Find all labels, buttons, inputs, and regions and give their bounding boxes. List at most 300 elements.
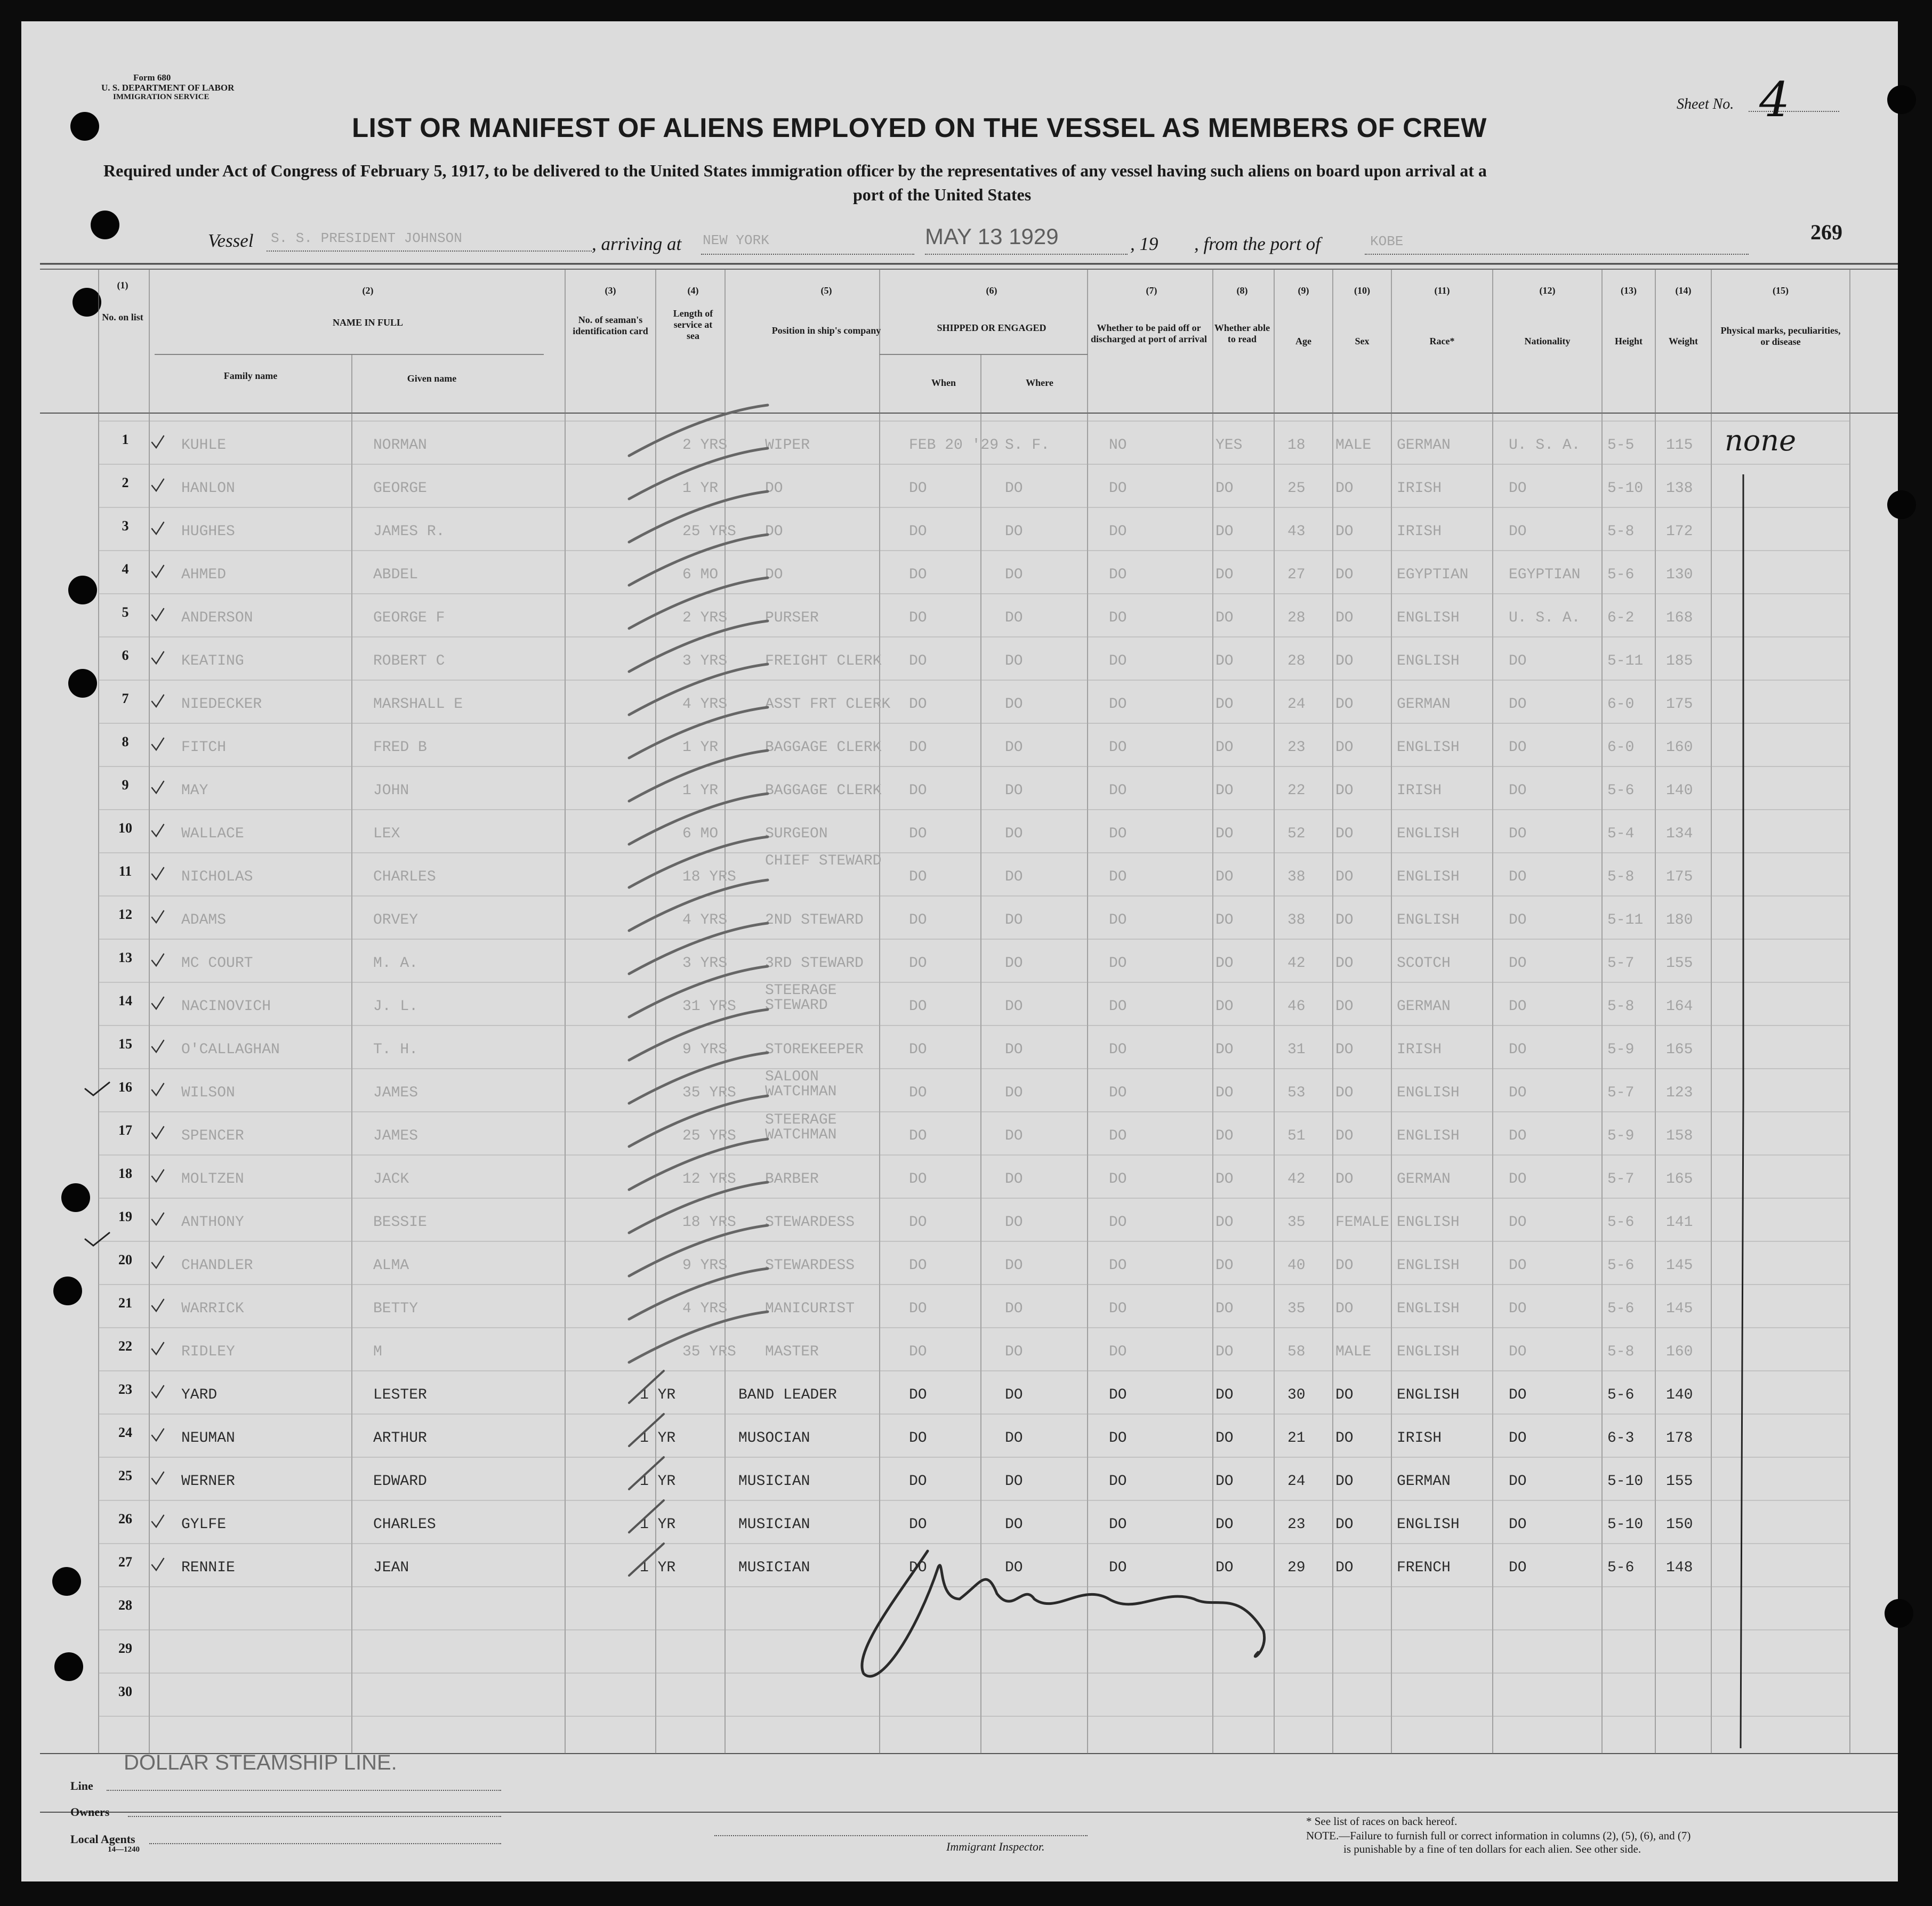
row-number: 25 — [118, 1468, 132, 1483]
cell-when: DO — [909, 1430, 927, 1447]
cell-race: GERMAN — [1397, 1171, 1451, 1188]
cell-sex: DO — [1335, 1387, 1354, 1403]
cell-paid: DO — [1109, 1344, 1127, 1360]
cell-family: WILSON — [181, 1085, 235, 1101]
cell-paid: DO — [1109, 869, 1127, 885]
cell-age: 35 — [1287, 1214, 1306, 1231]
cell-age: 46 — [1287, 998, 1306, 1015]
cell-when: DO — [909, 912, 927, 928]
cell-when: DO — [909, 739, 927, 756]
col-5-number: (5) — [820, 285, 832, 296]
cell-position: 2ND STEWARD — [765, 912, 864, 928]
cell-service: 1 YR — [640, 1560, 676, 1576]
row-number: 29 — [118, 1641, 132, 1656]
cell-given: MARSHALL E — [373, 696, 463, 713]
cell-height: 5-8 — [1607, 1344, 1635, 1360]
row-number: 18 — [118, 1166, 132, 1181]
cell-where: DO — [1005, 1301, 1023, 1317]
col-10-header: Sex — [1355, 336, 1370, 346]
cell-age: 31 — [1287, 1041, 1306, 1058]
row-number: 19 — [118, 1209, 132, 1224]
cell-family: WERNER — [181, 1473, 235, 1490]
cell-paid: DO — [1109, 1430, 1127, 1447]
cell-read: DO — [1215, 1085, 1234, 1101]
col-12-number: (12) — [1539, 285, 1556, 296]
cell-given: LESTER — [373, 1387, 427, 1403]
cell-race: ENGLISH — [1397, 653, 1460, 669]
cell-nationality: DO — [1509, 782, 1527, 799]
cell-sex: DO — [1335, 610, 1354, 626]
cell-race: ENGLISH — [1397, 826, 1460, 842]
cell-paid: DO — [1109, 1128, 1127, 1144]
cell-nationality: DO — [1509, 696, 1527, 713]
cell-when: DO — [909, 869, 927, 885]
cell-given: JAMES — [373, 1085, 418, 1101]
col-9-number: (9) — [1298, 285, 1309, 296]
cell-read: DO — [1215, 998, 1234, 1015]
cell-sex: DO — [1335, 567, 1354, 583]
cell-nationality: U. S. A. — [1509, 610, 1581, 626]
cell-given: FRED B — [373, 739, 427, 756]
cell-read: DO — [1215, 826, 1234, 842]
cell-age: 40 — [1287, 1257, 1306, 1274]
row-number: 9 — [122, 777, 129, 793]
cell-nationality: DO — [1509, 826, 1527, 842]
cell-paid: NO — [1109, 437, 1127, 454]
cell-where: S. F. — [1005, 437, 1050, 454]
cell-read: DO — [1215, 696, 1234, 713]
cell-paid: DO — [1109, 1516, 1127, 1533]
cell-weight: 165 — [1666, 1171, 1693, 1188]
cell-position: SURGEON — [765, 826, 828, 842]
row-number: 13 — [118, 950, 132, 965]
from-port: KOBE — [1370, 233, 1404, 249]
cell-race: ENGLISH — [1397, 1128, 1460, 1144]
cell-height: 6-0 — [1607, 739, 1635, 756]
cell-read: DO — [1215, 1560, 1234, 1576]
cell-height: 5-10 — [1607, 480, 1644, 497]
cell-family: ADAMS — [181, 912, 227, 928]
cell-paid: DO — [1109, 782, 1127, 799]
col-5-header: Position in ship's company — [771, 325, 881, 336]
cell-race: FRENCH — [1397, 1560, 1451, 1576]
cell-sex: DO — [1335, 869, 1354, 885]
cell-sex: DO — [1335, 653, 1354, 669]
cell-given: NORMAN — [373, 437, 427, 454]
cell-nationality: DO — [1509, 1214, 1527, 1231]
cell-when: DO — [909, 782, 927, 799]
cell-position: MUSICIAN — [738, 1473, 810, 1490]
cell-family: SPENCER — [181, 1128, 244, 1144]
cell-height: 5-6 — [1607, 1214, 1635, 1231]
cell-height: 5-7 — [1607, 1171, 1635, 1188]
cell-given: LEX — [373, 826, 400, 842]
cell-when: DO — [909, 1387, 927, 1403]
cell-read: DO — [1215, 1430, 1234, 1447]
cell-nationality: DO — [1509, 653, 1527, 669]
local-agents-label: Local Agents — [70, 1832, 135, 1846]
cell-position: 3RD STEWARD — [765, 955, 864, 972]
cell-position: FREIGHT CLERK — [765, 653, 882, 669]
cell-sex: DO — [1335, 782, 1354, 799]
cell-height: 5-8 — [1607, 869, 1635, 885]
cell-given: JAMES — [373, 1128, 418, 1144]
cell-weight: 160 — [1666, 1344, 1693, 1360]
row-number: 27 — [118, 1554, 132, 1570]
cell-height: 5-6 — [1607, 567, 1635, 583]
cell-sex: DO — [1335, 998, 1354, 1015]
cell-family: NICHOLAS — [181, 869, 253, 885]
cell-nationality: DO — [1509, 480, 1527, 497]
cell-sex: DO — [1335, 1516, 1354, 1533]
cell-weight: 155 — [1666, 955, 1693, 972]
pencil-marks — [21, 21, 1898, 1881]
row-number: 12 — [118, 907, 132, 922]
cell-height: 6-3 — [1607, 1430, 1635, 1447]
cell-sex: DO — [1335, 1085, 1354, 1101]
cell-family: RENNIE — [181, 1560, 235, 1576]
inspector-label: Immigrant Inspector. — [946, 1840, 1045, 1853]
cell-where: DO — [1005, 1387, 1023, 1403]
cell-weight: 145 — [1666, 1301, 1693, 1317]
cell-sex: DO — [1335, 1560, 1354, 1576]
cell-sex: DO — [1335, 1257, 1354, 1274]
cell-position: BARBER — [765, 1171, 819, 1188]
row-number: 21 — [118, 1295, 132, 1311]
cell-given: BESSIE — [373, 1214, 427, 1231]
cell-where: DO — [1005, 1171, 1023, 1188]
cell-nationality: DO — [1509, 955, 1527, 972]
col-2-number: (2) — [362, 285, 374, 296]
cell-when: DO — [909, 1085, 927, 1101]
cell-family: FITCH — [181, 739, 227, 756]
col-7-number: (7) — [1146, 285, 1157, 296]
col-11-header: Race* — [1429, 336, 1455, 346]
cell-sex: DO — [1335, 1430, 1354, 1447]
cell-sex: DO — [1335, 696, 1354, 713]
cell-family: WARRICK — [181, 1301, 244, 1317]
cell-weight: 175 — [1666, 869, 1693, 885]
cell-service: 31 YRS — [682, 998, 736, 1015]
col-15-header: Physical marks, peculiarities, or disease — [1720, 325, 1841, 347]
cell-where: DO — [1005, 739, 1023, 756]
cell-given: ROBERT C — [373, 653, 445, 669]
line-label: Line — [70, 1779, 93, 1792]
sheet-number-label: Sheet No. — [1677, 96, 1734, 112]
cell-when: DO — [909, 1473, 927, 1490]
cell-given: GEORGE F — [373, 610, 445, 626]
cell-when: DO — [909, 1171, 927, 1188]
cell-where: DO — [1005, 1560, 1023, 1576]
cell-service: 4 YRS — [682, 696, 728, 713]
cell-service: 18 YRS — [682, 869, 736, 885]
cell-nationality: DO — [1509, 739, 1527, 756]
cell-given: CHARLES — [373, 869, 436, 885]
cell-height: 5-6 — [1607, 1257, 1635, 1274]
cell-where: DO — [1005, 826, 1023, 842]
cell-read: DO — [1215, 567, 1234, 583]
cell-read: DO — [1215, 869, 1234, 885]
cell-read: DO — [1215, 1516, 1234, 1533]
cell-sex: DO — [1335, 480, 1354, 497]
inspector-line — [714, 1835, 1088, 1836]
cell-where: DO — [1005, 653, 1023, 669]
cell-service: 1 YR — [640, 1387, 676, 1403]
cell-family: MC COURT — [181, 955, 253, 972]
row-number: 14 — [118, 993, 132, 1008]
cell-service: 1 YR — [640, 1430, 676, 1447]
cell-family: MOLTZEN — [181, 1171, 244, 1188]
cell-height: 5-10 — [1607, 1516, 1644, 1533]
col-13-number: (13) — [1621, 285, 1637, 296]
cell-nationality: DO — [1509, 1387, 1527, 1403]
cell-race: ENGLISH — [1397, 1301, 1460, 1317]
cell-position: MUSICIAN — [738, 1560, 810, 1576]
cell-position: ASST FRT CLERK — [765, 696, 891, 713]
cell-where: DO — [1005, 998, 1023, 1015]
cell-age: 23 — [1287, 739, 1306, 756]
col-2-given-header: Given name — [407, 373, 457, 384]
cell-read: DO — [1215, 480, 1234, 497]
cell-read: DO — [1215, 1041, 1234, 1058]
cell-paid: DO — [1109, 696, 1127, 713]
cell-paid: DO — [1109, 480, 1127, 497]
cell-when: DO — [909, 610, 927, 626]
cell-age: 28 — [1287, 610, 1306, 626]
cell-age: 42 — [1287, 955, 1306, 972]
cell-read: DO — [1215, 653, 1234, 669]
cell-service: 4 YRS — [682, 912, 728, 928]
cell-height: 5-7 — [1607, 955, 1635, 972]
cell-service: 1 YR — [640, 1473, 676, 1490]
cell-position: MANICURIST — [765, 1301, 855, 1317]
cell-where: DO — [1005, 1041, 1023, 1058]
col-6-where-header: Where — [1026, 377, 1053, 388]
cell-height: 5-8 — [1607, 998, 1635, 1015]
cell-when: DO — [909, 1041, 927, 1058]
cell-nationality: DO — [1509, 1085, 1527, 1101]
cell-when: FEB 20 '29 — [909, 437, 999, 454]
cell-sex: DO — [1335, 1473, 1354, 1490]
cell-service: 1 YR — [640, 1516, 676, 1533]
line-stamp: DOLLAR STEAMSHIP LINE. — [124, 1751, 397, 1774]
cell-paid: DO — [1109, 1214, 1127, 1231]
row-number: 30 — [118, 1684, 132, 1699]
cell-position: STEWARDESS — [765, 1257, 855, 1274]
penalty-note-2: is punishable by a fine of ten dollars for each alien. See other side. — [1343, 1843, 1641, 1855]
cell-service: 9 YRS — [682, 1041, 728, 1058]
cell-sex: DO — [1335, 826, 1354, 842]
cell-position: DO — [765, 523, 783, 540]
row-number: 2 — [122, 475, 129, 490]
cell-race: GERMAN — [1397, 1473, 1451, 1490]
cell-paid: DO — [1109, 653, 1127, 669]
cell-age: 42 — [1287, 1171, 1306, 1188]
col-15-number: (15) — [1773, 285, 1789, 296]
cell-given: ARTHUR — [373, 1430, 427, 1447]
row-number: 5 — [122, 604, 129, 620]
cell-height: 5-11 — [1607, 912, 1644, 928]
cell-where: DO — [1005, 1516, 1023, 1533]
cell-height: 5-4 — [1607, 826, 1635, 842]
cell-age: 51 — [1287, 1128, 1306, 1144]
cell-read: DO — [1215, 1473, 1234, 1490]
department-name: U. S. DEPARTMENT OF LABOR — [101, 83, 235, 93]
cell-family: MAY — [181, 782, 208, 799]
cell-given: M — [373, 1344, 382, 1360]
cell-given: CHARLES — [373, 1516, 436, 1533]
cell-age: 38 — [1287, 912, 1306, 928]
cell-age: 24 — [1287, 1473, 1306, 1490]
cell-service: 6 MO — [682, 567, 719, 583]
col-14-header: Weight — [1668, 336, 1698, 346]
cell-weight: 134 — [1666, 826, 1693, 842]
cell-weight: 180 — [1666, 912, 1693, 928]
cell-sex: MALE — [1335, 1344, 1372, 1360]
cell-race: ENGLISH — [1397, 912, 1460, 928]
cell-weight: 123 — [1666, 1085, 1693, 1101]
cell-when: DO — [909, 1301, 927, 1317]
cell-race: ENGLISH — [1397, 869, 1460, 885]
row-number: 15 — [118, 1036, 132, 1052]
cell-age: 52 — [1287, 826, 1306, 842]
local-agents-field — [149, 1843, 501, 1844]
cell-position: PURSER — [765, 610, 819, 626]
col-2-header: NAME IN FULL — [332, 317, 403, 328]
cell-nationality: DO — [1509, 1473, 1527, 1490]
cell-nationality: U. S. A. — [1509, 437, 1581, 454]
cell-nationality: DO — [1509, 523, 1527, 540]
cell-service: 3 YRS — [682, 955, 728, 972]
cell-position: STEWARDESS — [765, 1214, 855, 1231]
cell-position: WIPER — [765, 437, 810, 454]
cell-service: 2 YRS — [682, 437, 728, 454]
cell-race: ENGLISH — [1397, 1214, 1460, 1231]
cell-family: HUGHES — [181, 523, 235, 540]
physical-marks-handwriting: none — [1725, 424, 1797, 457]
cell-paid: DO — [1109, 1257, 1127, 1274]
cell-weight: 150 — [1666, 1516, 1693, 1533]
cell-position: BAND LEADER — [738, 1387, 837, 1403]
sheet-number-value: 4 — [1759, 72, 1790, 128]
cell-sex: DO — [1335, 912, 1354, 928]
cell-family: KEATING — [181, 653, 244, 669]
cell-family: ANDERSON — [181, 610, 253, 626]
cell-family: AHMED — [181, 567, 227, 583]
col-6-when-header: When — [931, 377, 956, 388]
cell-nationality: DO — [1509, 1301, 1527, 1317]
cell-where: DO — [1005, 869, 1023, 885]
cell-given: JOHN — [373, 782, 409, 799]
col-6-header: SHIPPED OR ENGAGED — [937, 322, 1046, 333]
cell-race: ENGLISH — [1397, 1257, 1460, 1274]
cell-position: STEERAGE STEWARD — [765, 982, 837, 1014]
cell-sex: DO — [1335, 1171, 1354, 1188]
cell-read: DO — [1215, 739, 1234, 756]
cell-weight: 165 — [1666, 1041, 1693, 1058]
cell-family: YARD — [181, 1387, 218, 1403]
page-subtitle-2: port of the United States — [853, 185, 1032, 204]
cell-paid: DO — [1109, 1301, 1127, 1317]
cell-position: SALOON WATCHMAN — [765, 1069, 837, 1100]
cell-weight: 138 — [1666, 480, 1693, 497]
cell-service: 35 YRS — [682, 1344, 736, 1360]
cell-when: DO — [909, 1344, 927, 1360]
cell-given: JEAN — [373, 1560, 409, 1576]
cell-where: DO — [1005, 1214, 1023, 1231]
stamp-number: 269 — [1810, 220, 1842, 244]
row-number: 7 — [122, 691, 129, 706]
cell-race: ENGLISH — [1397, 739, 1460, 756]
row-number: 4 — [122, 561, 129, 577]
cell-family: WALLACE — [181, 826, 244, 842]
cell-paid: DO — [1109, 739, 1127, 756]
cell-race: ENGLISH — [1397, 610, 1460, 626]
cell-when: DO — [909, 696, 927, 713]
cell-weight: 158 — [1666, 1128, 1693, 1144]
cell-race: IRISH — [1397, 1430, 1442, 1447]
vessel-label: Vessel — [208, 230, 254, 251]
cell-race: IRISH — [1397, 1041, 1442, 1058]
row-number: 24 — [118, 1425, 132, 1440]
cell-family: ANTHONY — [181, 1214, 244, 1231]
cell-service: 1 YR — [682, 739, 719, 756]
cell-service: 25 YRS — [682, 1128, 736, 1144]
cell-nationality: DO — [1509, 912, 1527, 928]
col-1-header: No. on list — [102, 312, 143, 322]
cell-where: DO — [1005, 523, 1023, 540]
cell-age: 35 — [1287, 1301, 1306, 1317]
cell-nationality: DO — [1509, 1041, 1527, 1058]
cell-height: 6-2 — [1607, 610, 1635, 626]
cell-service: 4 YRS — [682, 1301, 728, 1317]
cell-race: GERMAN — [1397, 696, 1451, 713]
cell-race: ENGLISH — [1397, 1085, 1460, 1101]
cell-where: DO — [1005, 1085, 1023, 1101]
cell-race: IRISH — [1397, 782, 1442, 799]
cell-weight: 185 — [1666, 653, 1693, 669]
cell-position: DO — [765, 480, 783, 497]
cell-paid: DO — [1109, 998, 1127, 1015]
cell-weight: 141 — [1666, 1214, 1693, 1231]
cell-age: 22 — [1287, 782, 1306, 799]
col-14-number: (14) — [1675, 285, 1692, 296]
cell-given: ALMA — [373, 1257, 409, 1274]
cell-age: 24 — [1287, 696, 1306, 713]
cell-weight: 140 — [1666, 1387, 1693, 1403]
cell-weight: 168 — [1666, 610, 1693, 626]
cell-read: DO — [1215, 1128, 1234, 1144]
cell-service: 3 YRS — [682, 653, 728, 669]
cell-service: 25 YRS — [682, 523, 736, 540]
row-number: 16 — [118, 1079, 132, 1095]
cell-service: 12 YRS — [682, 1171, 736, 1188]
col-4-header: Length of service at sea — [673, 308, 713, 341]
owners-label: Owners — [70, 1805, 110, 1819]
cell-read: DO — [1215, 1344, 1234, 1360]
cell-age: 25 — [1287, 480, 1306, 497]
cell-sex: DO — [1335, 1128, 1354, 1144]
cell-where: DO — [1005, 567, 1023, 583]
cell-nationality: DO — [1509, 1257, 1527, 1274]
cell-height: 5-6 — [1607, 1560, 1635, 1576]
cell-age: 23 — [1287, 1516, 1306, 1533]
arrival-date: MAY 13 1929 — [925, 224, 1059, 249]
form-code: 14—1240 — [108, 1845, 140, 1854]
cell-read: DO — [1215, 782, 1234, 799]
cell-race: ENGLISH — [1397, 1387, 1460, 1403]
col-10-number: (10) — [1354, 285, 1370, 296]
